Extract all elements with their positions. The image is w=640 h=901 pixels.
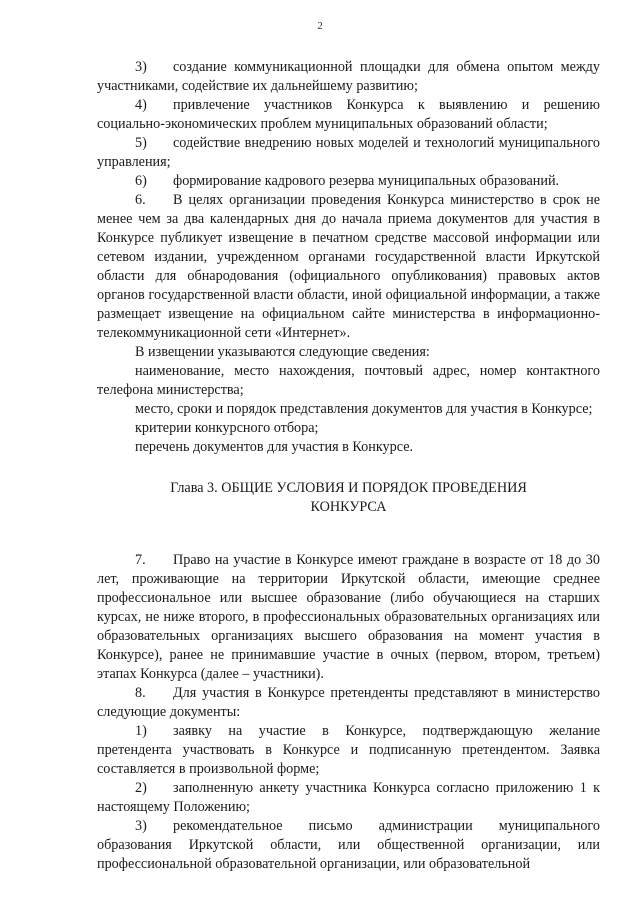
paragraph-text: Право на участие в Конкурсе имеют граждане в возрасте от 18 до 30 лет, проживающие на территории Иркутской области, имеющие среднее профессиональное или высшее образование (либо обучающиеся на старших курсах, не ниже второго, в профессиональных образовательных организациях или образовательных организациях высшего образования на момент участия в Конкурсе), ранее не принимавшие участие в очных (первом, втором, третьем) этапах Конкурса (далее – участники). <box>97 552 600 682</box>
page-number: 2 <box>317 20 323 32</box>
item-number: 2) <box>135 780 147 796</box>
item-text: содействие внедрению новых моделей и технологий муниципального управления; <box>97 135 600 170</box>
list-item <box>97 134 600 172</box>
item-number: 6) <box>135 173 147 189</box>
paragraph-8 <box>97 684 600 722</box>
chapter-heading-line: КОНКУРСА <box>310 499 387 515</box>
paragraph-6 <box>97 191 600 343</box>
list-item <box>97 817 600 874</box>
item-number: 3) <box>135 59 147 75</box>
item-number: 4) <box>135 97 147 113</box>
paragraph-number: 7. <box>135 552 146 568</box>
document-body <box>97 58 600 874</box>
item-number: 3) <box>135 818 147 834</box>
paragraph-number: 8. <box>135 685 146 701</box>
list-item <box>97 722 600 779</box>
item-text: заполненную анкету участника Конкурса согласно приложению 1 к настоящему Положению; <box>97 780 600 815</box>
item-text: рекомендательное письмо администрации муниципального образования Иркутской области, или общественной организации, или профессиональной образовательной организации, или образовательной <box>97 818 600 872</box>
notice-item: наименование, место нахождения, почтовый адрес, номер контактного телефона министерства; <box>97 363 600 398</box>
item-text: создание коммуникационной площадки для обмена опытом между участниками, содействие их дальнейшему развитию; <box>97 59 600 94</box>
notice-item: критерии конкурсного отбора; <box>135 420 319 436</box>
list-item <box>97 779 600 817</box>
notice-item: перечень документов для участия в Конкурсе. <box>135 439 414 455</box>
item-text: привлечение участников Конкурса к выявлению и решению социально-экономических проблем муниципальных образований области; <box>97 97 600 132</box>
paragraph-text: Для участия в Конкурсе претенденты представляют в министерство следующие документы: <box>97 685 600 720</box>
paragraph-7 <box>97 551 600 684</box>
list-item <box>97 58 600 96</box>
paragraph-text: В целях организации проведения Конкурса министерство в срок не менее чем за два календарных дня до начала приема документов для участия в Конкурсе публикует извещение в печатном средстве массовой информации или сетевом издании, учрежденном органами государственной власти Иркутской области для обнародования (официального опубликования) правовых актов органов государственной власти области, иной официальной информации, а также размещает извещение на официальном сайте министерства в информационно-телекоммуникационной сети «Интернет». <box>97 192 600 341</box>
item-number: 5) <box>135 135 147 151</box>
list-item <box>97 96 600 134</box>
item-text: формирование кадрового резерва муниципальных образований. <box>173 173 560 189</box>
list-item <box>97 172 600 191</box>
notice-intro: В извещении указываются следующие сведения: <box>135 344 430 360</box>
item-number: 1) <box>135 723 147 739</box>
paragraph-number: 6. <box>135 192 146 208</box>
notice-item: место, сроки и порядок представления документов для участия в Конкурсе; <box>135 401 593 417</box>
item-text: заявку на участие в Конкурсе, подтверждающую желание претендента участвовать в Конкурсе и подписанную претендентом. Заявка составляется в произвольной форме; <box>97 723 600 777</box>
chapter-heading-line: Глава 3. ОБЩИЕ УСЛОВИЯ И ПОРЯДОК ПРОВЕДЕНИЯ <box>170 480 527 496</box>
chapter-heading <box>137 479 560 517</box>
